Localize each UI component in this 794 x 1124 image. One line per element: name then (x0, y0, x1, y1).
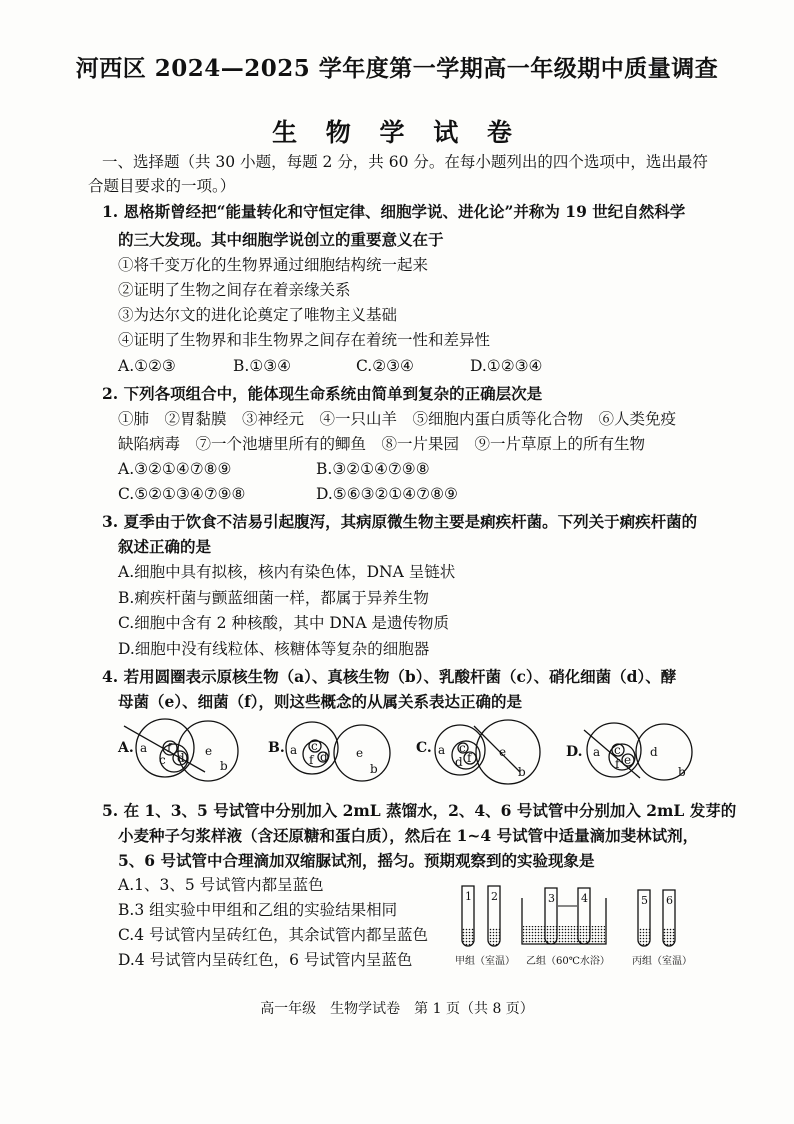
q1-stem: 1. 恩格斯曾经把“能量转化和守恒定律、细胞学说、进化论”并称为 19 世纪自然科学 (102, 202, 686, 221)
svg-text:d: d (177, 751, 185, 765)
q5-option-d[interactable]: D.4 号试管内呈砖红色，6 号试管内呈蓝色 (118, 951, 413, 969)
venn-diagrams (0, 712, 794, 792)
q1-statement-1: ①将千变万化的生物界通过细胞结构统一起来 (118, 256, 429, 274)
q2-option-b[interactable]: B.③②①④⑦⑨⑧ (316, 460, 430, 478)
q2-option-a[interactable]: A.③②①④⑦⑧⑨ (118, 460, 232, 478)
svg-text:e: e (205, 744, 213, 758)
group-yi-label: 乙组（60℃水浴） (526, 956, 610, 967)
q3-option-b[interactable]: B.痢疾杆菌与颤蓝细菌一样，都属于异养生物 (118, 589, 429, 607)
page-title: 河西区 2024—2025 学年度第一学期高一年级期中质量调查 (75, 55, 719, 82)
q2-items-cont: 缺陷病毒 ⑦一个池塘里所有的鲫鱼 ⑧一片果园 ⑨一片草原上的所有生物 (118, 435, 646, 453)
q1-option-b[interactable]: B.①③④ (233, 357, 292, 375)
svg-text:d: d (650, 745, 658, 759)
q2-items: ①肺 ②胃黏膜 ③神经元 ④一只山羊 ⑤细胞内蛋白质等化合物 ⑥人类免疫 (118, 410, 677, 428)
svg-text:b: b (370, 762, 378, 776)
q5-option-b[interactable]: B.3 组实验中甲组和乙组的实验结果相同 (118, 901, 398, 919)
venn-option-a[interactable] (117, 719, 238, 781)
page-subtitle: 生 物 学 试 卷 (272, 118, 522, 147)
group-jia-tubes (462, 886, 500, 946)
group-yi-bath (522, 888, 606, 944)
svg-text:c: c (159, 753, 166, 767)
group-bing-label: 丙组（室温） (632, 956, 692, 967)
venn-option-c[interactable] (416, 720, 540, 784)
q5-stem: 5. 在 1、3、5 号试管中分别加入 2mL 蒸馏水，2、4、6 号试管中分别加入 2mL 发芽的 (102, 801, 737, 820)
q1-option-a[interactable]: A.①②③ (118, 357, 176, 375)
tube-3-label: 3 (548, 892, 555, 905)
test-tube-svg (450, 880, 710, 972)
q1-statement-4: ④证明了生物界和非生物界之间存在着统一性和差异性 (118, 331, 491, 349)
svg-text:f: f (467, 751, 472, 765)
svg-text:c: c (614, 743, 621, 757)
tube-6-label: 6 (666, 894, 673, 907)
svg-text:c: c (459, 741, 466, 755)
group-bing-tubes (638, 890, 675, 946)
svg-text:b: b (678, 765, 686, 779)
q1-stem-cont: 的三大发现。其中细胞学说创立的重要意义在于 (118, 230, 444, 249)
q2-option-c[interactable]: C.⑤②①③④⑦⑨⑧ (118, 485, 246, 503)
venn-label-b: B. (268, 740, 285, 756)
q4-stem: 4. 若用圆圈表示原核生物（a）、真核生物（b）、乳酸杆菌（c）、硝化细菌（d）、酵 (102, 667, 677, 686)
venn-label-a: A. (118, 740, 134, 756)
group-jia-label: 甲组（室温） (455, 956, 515, 967)
q2-option-d[interactable]: D.⑤⑥③②①④⑦⑧⑨ (316, 485, 458, 503)
venn-diagrams-svg (0, 712, 794, 792)
svg-text:a: a (290, 743, 298, 757)
venn-option-d[interactable] (566, 723, 692, 780)
svg-text:b: b (220, 759, 228, 773)
q3-stem-cont: 叙述正确的是 (118, 537, 212, 556)
svg-text:d: d (455, 755, 463, 769)
q5-option-a[interactable]: A.1、3、5 号试管内都呈蓝色 (118, 876, 324, 894)
svg-text:e: e (624, 753, 632, 767)
q3-stem: 3. 夏季由于饮食不洁易引起腹泻，其病原微生物主要是痢疾杆菌。下列关于痢疾杆菌的 (102, 512, 698, 531)
q1-statement-3: ③为达尔文的进化论奠定了唯物主义基础 (118, 306, 398, 324)
q1-statement-2: ②证明了生物之间存在着亲缘关系 (118, 281, 351, 299)
section-heading: 一、选择题（共 30 小题，每题 2 分，共 60 分。在每小题列出的四个选项中，选出最符 (102, 153, 708, 171)
svg-text:a: a (140, 741, 148, 755)
svg-text:a: a (593, 745, 601, 759)
q3-option-c[interactable]: C.细胞中含有 2 种核酸，其中 DNA 是遗传物质 (118, 614, 449, 632)
tube-4-label: 4 (581, 892, 588, 905)
venn-label-d: D. (566, 744, 583, 760)
svg-text:d: d (320, 750, 328, 764)
page-footer: 高一年级 生物学试卷 第 1 页（共 8 页） (260, 1001, 534, 1017)
svg-text:e: e (356, 746, 364, 760)
svg-text:f: f (309, 753, 314, 767)
q3-option-a[interactable]: A.细胞中具有拟核，核内有染色体，DNA 呈链状 (118, 563, 456, 581)
q5-stem-cont2: 5、6 号试管中合理滴加双缩脲试剂，摇匀。预期观察到的实验现象是 (118, 851, 595, 870)
tube-2-label: 2 (491, 890, 498, 903)
svg-text:f: f (615, 757, 620, 771)
venn-label-c: C. (416, 740, 432, 756)
tube-5-label: 5 (641, 894, 648, 907)
q1-option-c[interactable]: C.②③④ (356, 357, 414, 375)
q3-option-d[interactable]: D.细胞中没有线粒体、核糖体等复杂的细胞器 (118, 640, 430, 658)
svg-text:a: a (438, 743, 446, 757)
svg-text:b: b (518, 765, 526, 779)
q5-option-c[interactable]: C.4 号试管内呈砖红色，其余试管内都呈蓝色 (118, 926, 429, 944)
svg-text:e: e (499, 745, 507, 759)
q2-stem: 2. 下列各项组合中，能体现生命系统由简单到复杂的正确层次是 (102, 384, 543, 403)
svg-text:f: f (167, 741, 172, 755)
tube-1-label: 1 (465, 890, 472, 903)
svg-text:c: c (311, 739, 318, 753)
q1-option-d[interactable]: D.①②③④ (470, 357, 543, 375)
test-tube-diagram (450, 880, 710, 972)
venn-option-b[interactable] (268, 722, 390, 781)
q4-stem-cont: 母菌（e）、细菌（f），则这些概念的从属关系表达正确的是 (118, 692, 523, 711)
q5-stem-cont: 小麦种子匀浆样液（含还原糖和蛋白质），然后在 1~4 号试管中适量滴加斐林试剂， (118, 826, 699, 845)
section-heading-cont: 合题目要求的一项。） (88, 177, 236, 195)
